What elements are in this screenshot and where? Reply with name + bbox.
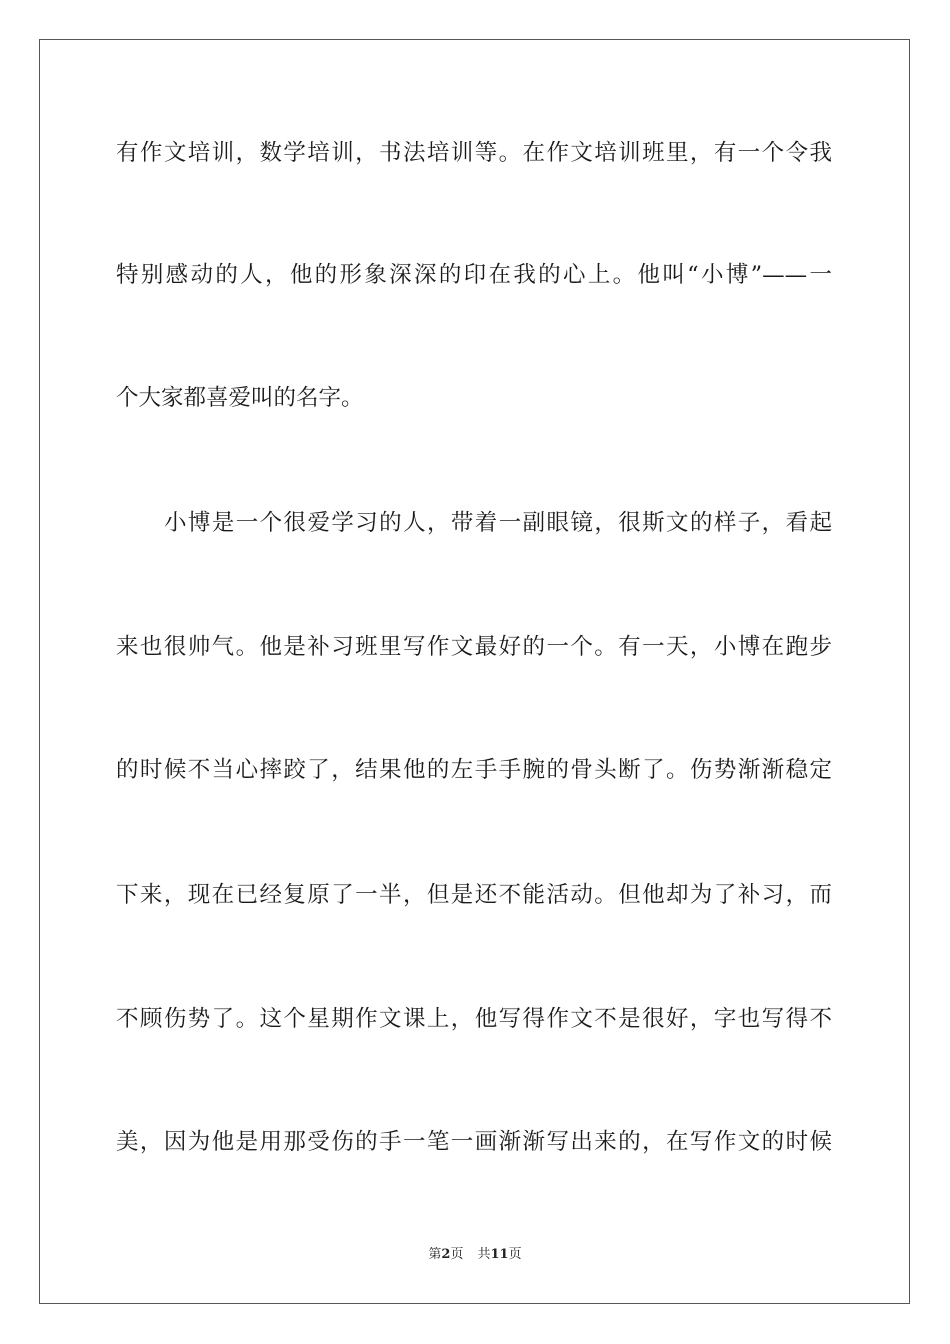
footer-total-suffix: 页 (508, 1247, 522, 1262)
text-line-5: 来也很帅气。他是补习班里写作文最好的一个。有一天，小博在跑步 (116, 634, 832, 660)
text-line-4: 小博是一个很爱学习的人，带着一副眼镜，很斯文的样子，看起 (164, 510, 832, 536)
footer-total-prefix: 共 (477, 1247, 491, 1262)
text-line-1: 有作文培训，数学培训，书法培训等。在作文培训班里，有一个令我 (116, 140, 832, 166)
text-line-9: 美，因为他是用那受伤的手一笔一画渐渐写出来的，在写作文的时候 (116, 1129, 832, 1155)
page-border (39, 39, 910, 1304)
page-footer (0, 1246, 950, 1264)
footer-page-number: 2 (441, 1247, 451, 1262)
footer-total-number: 11 (490, 1247, 509, 1262)
text-line-6: 的时候不当心摔跤了，结果他的左手手腕的骨头断了。伤势渐渐稳定 (116, 757, 832, 783)
text-line-8: 不顾伤势了。这个星期作文课上，他写得作文不是很好，字也写得不 (116, 1006, 832, 1032)
text-line-2: 特别感动的人，他的形象深深的印在我的心上。他叫“小博”——一 (116, 262, 832, 288)
footer-page-suffix: 页 (450, 1247, 464, 1262)
footer-page-prefix: 第 (428, 1247, 442, 1262)
text-line-7: 下来，现在已经复原了一半，但是还不能活动。但他却为了补习，而 (116, 882, 832, 908)
text-line-3: 个大家都喜爱叫的名字。 (116, 385, 364, 411)
